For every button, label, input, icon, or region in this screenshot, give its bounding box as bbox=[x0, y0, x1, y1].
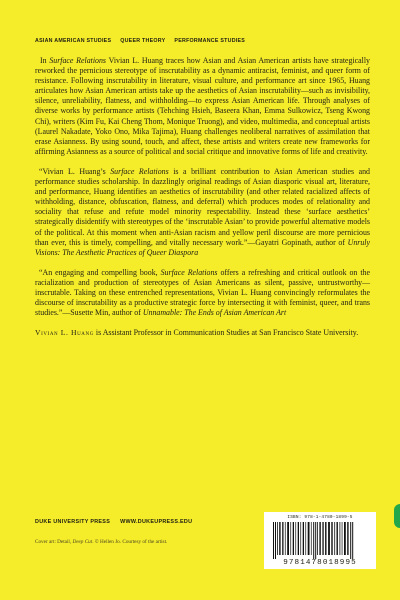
book-title: Surface Relations bbox=[49, 56, 106, 65]
barcode-icon bbox=[272, 522, 368, 559]
green-tab-decoration bbox=[394, 504, 400, 528]
publisher-name: DUKE UNIVERSITY PRESS bbox=[35, 519, 111, 525]
publisher-info bbox=[35, 519, 192, 525]
barcode-bar bbox=[334, 522, 335, 555]
barcode-bar bbox=[342, 522, 343, 555]
barcode-bar bbox=[325, 522, 326, 555]
barcode-bar bbox=[303, 522, 304, 555]
subject-category: ASIAN AMERICAN STUDIES bbox=[35, 38, 112, 44]
barcode-bar bbox=[300, 522, 301, 555]
barcode-bar bbox=[331, 522, 332, 555]
barcode-bar bbox=[315, 522, 316, 559]
author-bio: Vivian L. Huang is Assistant Professor in Communication Studies at San Francisco State University. bbox=[35, 328, 359, 338]
barcode-bar bbox=[352, 522, 353, 559]
barcode-bar bbox=[290, 522, 291, 555]
endorsement-min: “An engaging and compelling book, Surface Relations offers a refreshing and critical outlook on the racialization and production of stereotypes of Asian Americans as silent, passive, untrustworthy—inscrutable. Taking on these entrenched representations, Vivian L. Huang convincingly reformulates the discourse of inscrutability as a productive strategic force by intersecting it with feminist, queer, and trans studies.”—Susette Min, author of Unnamable: The Ends of Asian American Art bbox=[35, 267, 370, 318]
barcode-bar bbox=[279, 522, 280, 555]
barcode-bar bbox=[350, 522, 351, 559]
subject-category: PERFORMANCE STUDIES bbox=[174, 38, 246, 44]
barcode-bar bbox=[308, 522, 310, 555]
barcode-bar bbox=[298, 522, 299, 555]
isbn-label: ISBN: 978-1-4780-1899-5 bbox=[287, 515, 353, 520]
barcode-bar bbox=[287, 522, 289, 555]
barcode-bar bbox=[311, 522, 312, 555]
barcode-bar bbox=[293, 522, 294, 555]
barcode-bar bbox=[285, 522, 286, 555]
book-description: In Surface Relations Vivian L. Huang traces how Asian and Asian American artists have strategically reworked the pernicious stereotype of inscrutability as a dynamic antiracist, feminist, and queer form of resistance. Following inscrutability in literature, visual culture, and performance art since 1965, Huang articulates how Asian American artists take up the aesthetics of Asian inscrutability—such as invisibility, silence, unreliability, flatness, and withholding—to express Asian American life. Through analyses of diverse works by performance artists (Tehching Hsieh, Baseera Khan, Emma Sulkowicz, Tseng Kwong Chi), writers (Kim Fu, Kai Cheng Thom, Monique Truong), and video, multimedia, and conceptual artists (Laurel Nakadate, Yoko Ono, Mika Tajima), Huang challenges neoliberal narratives of assimilation that erase Asianness. By using sound, touch, and affect, these artists and writers create new frameworks for affirming Asianness as a source of political and social critique and innovative forms of life and creativity. bbox=[35, 56, 370, 156]
barcode-bar bbox=[275, 522, 276, 559]
book-title: Surface Relations bbox=[160, 267, 218, 277]
endorser-book-title: Unruly Visions: The Aesthetic Practices of Queer Diaspora bbox=[35, 237, 370, 257]
barcode-bar bbox=[295, 522, 296, 555]
publisher-url: WWW.DUKEUPRESS.EDU bbox=[120, 519, 193, 525]
barcode-bar bbox=[273, 522, 274, 559]
book-title: Surface Relations bbox=[110, 166, 169, 176]
barcode-bar bbox=[282, 522, 283, 555]
cover-art-credit: Cover art: Detail, Deep Cut. © Hellen Jo. Courtesy of the artist. bbox=[35, 539, 168, 545]
cover-text bbox=[35, 56, 370, 348]
barcode-bar bbox=[328, 522, 330, 555]
barcode-bar bbox=[277, 522, 278, 555]
barcode-bar bbox=[319, 522, 320, 555]
barcode-bar bbox=[340, 522, 341, 555]
subject-categories bbox=[35, 38, 375, 44]
ean-number: 9781478018995 bbox=[283, 559, 357, 567]
barcode-bar bbox=[305, 522, 306, 555]
barcode-bar bbox=[317, 522, 318, 555]
endorsement-gopinath: “Vivian L. Huang’s Surface Relations is a brilliant contribution to Asian American studies and performance studies scholarship. In dazzlingly original readings of Asian diasporic visual art, literature, and performance, Huang identifies an aesthetics of inscrutability (and other related racialized affects of withholding, distance, obfuscation, flatness, and deferral) which produces modes of relationality and sociality that refuse and refute model minority respectability. Instead these ‘surface aesthetics’ strategically disidentify with stereotypes of the ‘inscrutable Asian’ to provide powerful alternative models of the political. At this moment when anti-Asian racism and yellow peril discourse are more pernicious than ever, this is timely, compelling, and vitally necessary work.”—Gayatri Gopinath, author of Unruly Visions: The Aesthetic Practices of Queer Diaspora bbox=[35, 166, 370, 257]
isbn-barcode bbox=[264, 512, 376, 569]
barcode-bar bbox=[337, 522, 338, 555]
barcode-bar bbox=[344, 522, 346, 555]
endorser-book-title: Unnamable: The Ends of Asian American Art bbox=[142, 308, 287, 318]
barcode-bar bbox=[322, 522, 323, 555]
author-name: Vivian L. Huang bbox=[35, 328, 94, 338]
subject-category: QUEER THEORY bbox=[120, 38, 166, 44]
barcode-bar bbox=[313, 522, 314, 559]
barcode-bar bbox=[347, 522, 348, 555]
